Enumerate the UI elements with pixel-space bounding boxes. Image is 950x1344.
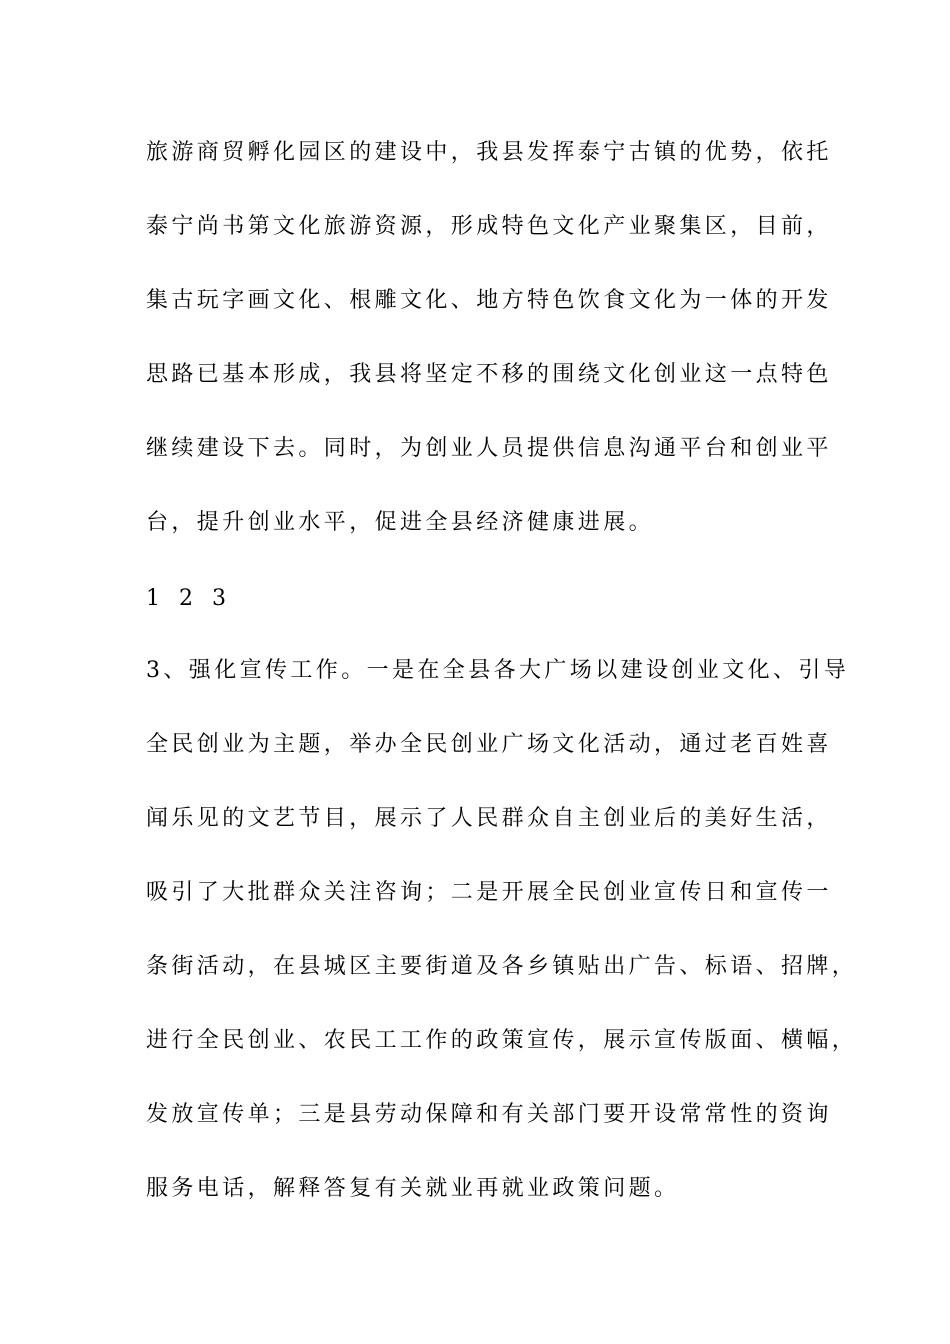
paragraph-line: 台，提升创业水平，促进全县经济健康进展。	[146, 510, 655, 535]
paragraph-line: 泰宁尚书第文化旅游资源，形成特色文化产业聚集区，目前，	[146, 214, 832, 239]
paragraph-line: 条街活动，在县城区主要街道及各乡镇贴出广告、标语、招牌，	[146, 954, 858, 979]
page-numbers: 1 2 3	[146, 586, 232, 611]
paragraph-line: 3、强化宣传工作。一是在全县各大广场以建设创业文化、引导	[146, 658, 850, 683]
paragraph-line: 进行全民创业、农民工工作的政策宣传，展示宣传版面、横幅，	[146, 1028, 858, 1053]
paragraph-line: 吸引了大批群众关注咨询；二是开展全民创业宣传日和宣传一	[146, 880, 832, 905]
paragraph-line: 集古玩字画文化、根雕文化、地方特色饮食文化为一体的开发	[146, 288, 832, 313]
paragraph-line: 继续建设下去。同时，为创业人员提供信息沟通平台和创业平	[146, 436, 832, 461]
paragraph-line: 思路已基本形成，我县将坚定不移的围绕文化创业这一点特色	[146, 362, 832, 387]
paragraph-line: 旅游商贸孵化园区的建设中，我县发挥泰宁古镇的优势，依托	[146, 140, 832, 165]
paragraph-line: 闻乐见的文艺节目，展示了人民群众自主创业后的美好生活，	[146, 806, 832, 831]
paragraph-line: 发放宣传单；三是县劳动保障和有关部门要开设常常性的资询	[146, 1102, 832, 1127]
paragraph-line: 全民创业为主题，举办全民创业广场文化活动，通过老百姓喜	[146, 732, 832, 757]
paragraph-line: 服务电话，解释答复有关就业再就业政策问题。	[146, 1176, 680, 1201]
